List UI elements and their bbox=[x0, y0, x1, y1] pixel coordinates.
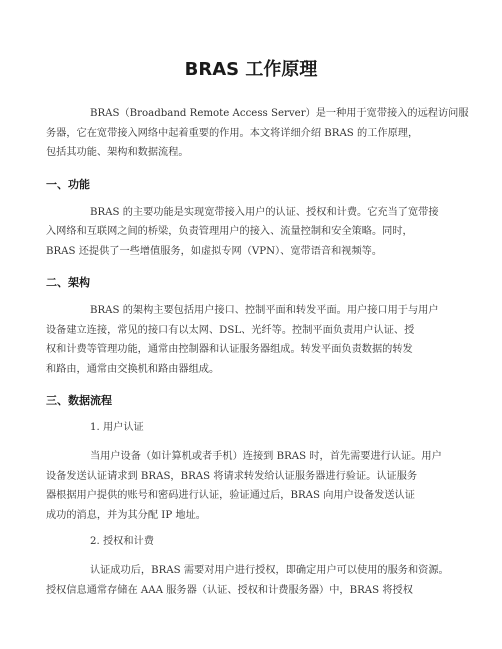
section-heading-data-flow: 三、数据流程 bbox=[46, 394, 112, 407]
function-paragraph bbox=[46, 203, 456, 262]
paragraph-line: 设备发送认证请求到 BRAS，BRAS 将请求转发给认证服务器进行验证。认证服务 bbox=[46, 470, 418, 482]
authentication-paragraph bbox=[46, 447, 456, 525]
section-heading-function: 一、功能 bbox=[46, 177, 90, 191]
authorization-paragraph bbox=[46, 561, 456, 600]
paragraph-line: 权和计费等管理功能，通常由控制器和认证服务器组成。转发平面负责数据的转发 bbox=[46, 344, 413, 355]
intro-line: 务器，它在宽带接入网络中起着重要的作用。本文将详细介绍 BRAS 的工作原理， bbox=[46, 127, 419, 139]
paragraph-line: 器根据用户提供的账号和密码进行认证，验证通过后，BRAS 向用户设备发送认证 bbox=[46, 490, 415, 501]
intro-line: BRAS（Broadband Remote Access Server）是一种用于宽带接入的远程访问服 bbox=[90, 108, 469, 119]
document-title: BRAS 工作原理 bbox=[184, 59, 318, 80]
paragraph-line: BRAS 还提供了一些增值服务，如虚拟专网（VPN）、宽带语音和视频等。 bbox=[46, 245, 383, 257]
paragraph-line: BRAS 的架构主要包括用户接口、控制平面和转发平面。用户接口用于与用户 bbox=[90, 305, 439, 316]
intro-paragraph bbox=[46, 104, 469, 163]
architecture-paragraph bbox=[46, 301, 456, 379]
paragraph-line: 设备建立连接，常见的接口有以太网、DSL、光纤等。控制平面负责用户认证、授 bbox=[46, 324, 415, 336]
paragraph-line: 当用户设备（如计算机或者手机）连接到 BRAS 时，首先需要进行认证。用户 bbox=[90, 451, 442, 462]
intro-line: 包括其功能、架构和数据流程。 bbox=[46, 147, 189, 158]
paragraph-line: 成功的消息，并为其分配 IP 地址。 bbox=[46, 509, 206, 521]
paragraph-line: 认证成功后，BRAS 需要对用户进行授权，即确定用户可以使用的服务和资源。 bbox=[90, 565, 449, 576]
subsection-heading-authentication: 1. 用户认证 bbox=[90, 422, 144, 433]
subsection-heading-authorization-billing: 2. 授权和计费 bbox=[90, 536, 154, 547]
paragraph-line: BRAS 的主要功能是实现宽带接入用户的认证、授权和计费。它充当了宽带接 bbox=[90, 206, 439, 218]
paragraph-line: 和路由，通常由交换机和路由器组成。 bbox=[46, 363, 220, 375]
section-heading-architecture: 二、架构 bbox=[46, 276, 90, 289]
paragraph-line: 入网络和互联网之间的桥梁，负责管理用户的接入、流量控制和安全策略。同时， bbox=[46, 226, 413, 237]
paragraph-line: 授权信息通常存储在 AAA 服务器（认证、授权和计费服务器）中，BRAS 将授权 bbox=[46, 584, 413, 596]
